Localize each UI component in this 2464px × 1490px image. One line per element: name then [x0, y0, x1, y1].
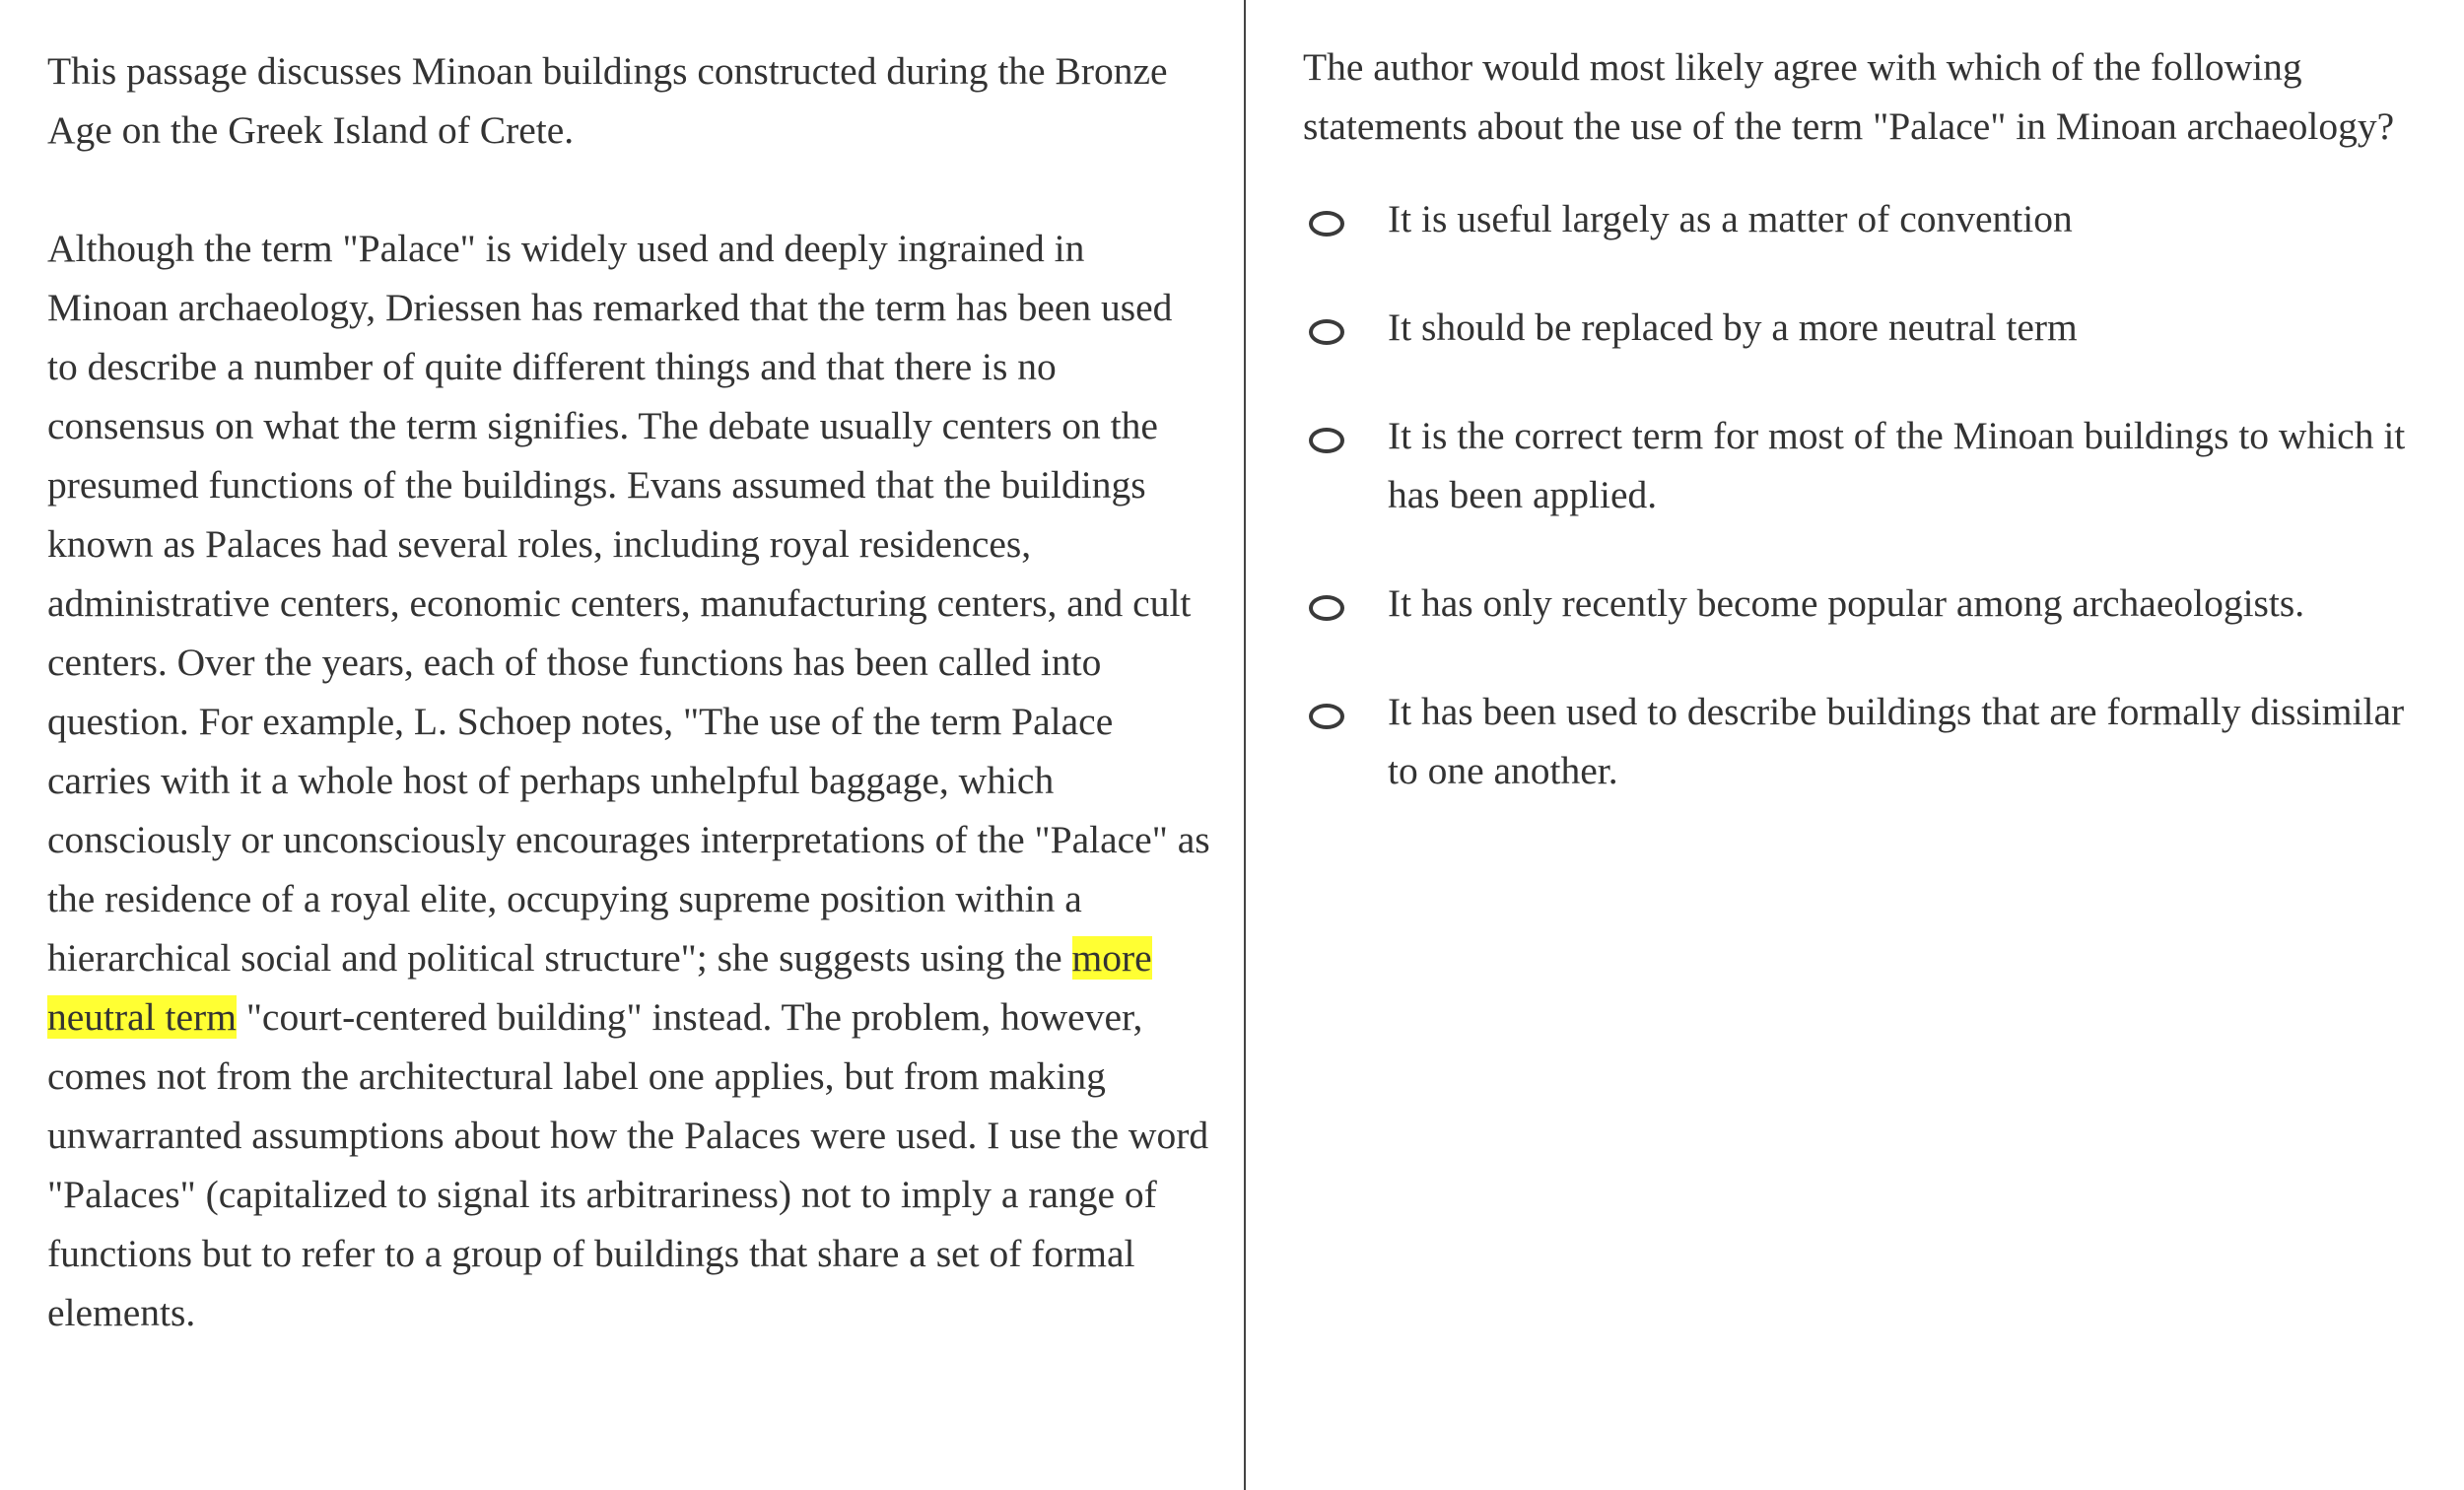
answer-choice-d[interactable]: [1303, 574, 2436, 633]
passage-body: [47, 219, 1210, 1342]
answer-choice-label: It is the correct term for most of the Minoan buildings to which it has been applied.: [1388, 414, 2406, 516]
answer-choice-label: It is useful largely as a matter of convention: [1388, 197, 2073, 240]
passage-intro: This passage discusses Minoan buildings constructed during the Bronze Age on the Greek Island of Crete.: [47, 49, 1168, 152]
pane-divider[interactable]: [1244, 0, 1246, 1490]
answer-choice-a[interactable]: [1303, 189, 2436, 248]
answer-choices: [1303, 189, 2436, 800]
question-pane: [1303, 37, 2436, 849]
answer-choice-c[interactable]: [1303, 406, 2436, 524]
radio-button-icon[interactable]: [1309, 211, 1344, 237]
passage-text-before-highlight: Although the term "Palace" is widely used and deeply ingrained in Minoan archaeology, Driessen has remarked that the term has been used to describe a number of quite different things and that there is no consensus on what the term signifies. The debate usually centers on the presumed functions of the buildings. Evans assumed that the buildings known as Palaces had several roles, including royal residences, administrative centers, economic centers, manufacturing centers, and cult centers. Over the years, each of those functions has been called into question. For example, L. Schoep notes, "The use of the term Palace carries with it a whole host of perhaps unhelpful baggage, which consciously or unconsciously encourages interpretations of the "Palace" as the residence of a royal elite, occupying supreme position within a hierarchical social and political structure"; she suggests using the: [47, 227, 1210, 980]
radio-button-icon[interactable]: [1309, 428, 1344, 453]
radio-button-icon[interactable]: [1309, 704, 1344, 729]
answer-choice-b[interactable]: [1303, 298, 2436, 357]
answer-choice-label: It has been used to describe buildings that are formally dissimilar to one another.: [1388, 690, 2405, 792]
answer-choice-label: It has only recently become popular among archaeologists.: [1388, 581, 2305, 625]
radio-button-icon[interactable]: [1309, 319, 1344, 345]
passage-text-after-highlight: "court-centered building" instead. The problem, however, comes not from the architectural label one applies, but from making unwarranted assumptions about how the Palaces were used. I use the word "Palaces" (capitalized to signal its arbitrariness) not to imply a range of functions but to refer to a group of buildings that share a set of formal elements.: [47, 995, 1209, 1334]
answer-choice-e[interactable]: [1303, 682, 2436, 800]
question-stem: The author would most likely agree with which of the following statements about the use of the term "Palace" in Minoan archaeology?: [1303, 45, 2395, 148]
radio-button-icon[interactable]: [1309, 595, 1344, 621]
passage-pane: [47, 41, 1210, 1342]
answer-choice-label: It should be replaced by a more neutral term: [1388, 305, 2078, 349]
highlighted-phrase: more neutral term: [47, 936, 1152, 1039]
